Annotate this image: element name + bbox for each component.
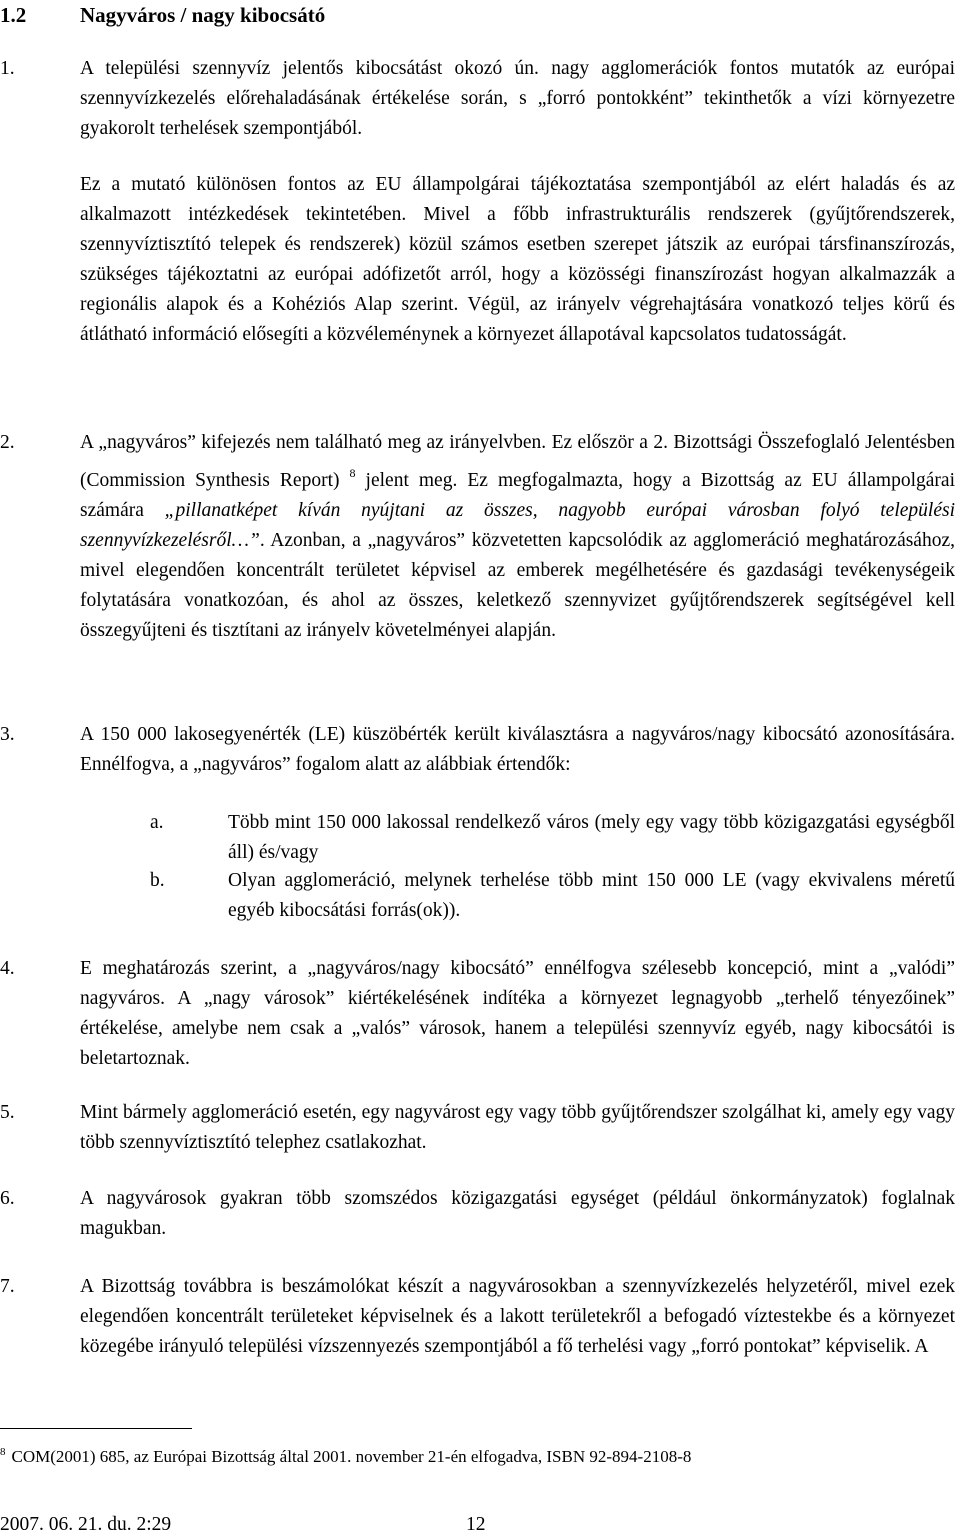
italic-quote: „pillanatképet kíván nyújtani az összes, nagyobb európai városban folyó települési szennyvízkezelésről…” (80, 500, 955, 551)
section-number: 1.2 (0, 3, 27, 27)
page-number: 12 (466, 1514, 486, 1535)
paragraph: A nagyvárosok gyakran több szomszédos közigazgatási egységet (például önkormányzatok) foglalnak magukban. (80, 1188, 955, 1239)
item-number: 2. (0, 432, 15, 453)
paragraph: A Bizottság továbbra is beszámolókat készít a nagyvárosokban a szennyvízkezelés helyzetéről, mivel ezek elegendően koncentrált területeket képviselnek és a lakott területekről a befogadó víztestekbe és a környezet közegébe irányuló települési vízszennyezés szempontjából a fő terhelési vagy „forró pontokat” képviselik. A (80, 1276, 955, 1357)
paragraph: A 150 000 lakosegyenérték (LE) küszöbérték került kiválasztásra a nagyváros/nagy kibocsátó azonosítására. Ennélfogva, a „nagyváros” fogalom alatt az alábbiak értendők: (80, 724, 955, 775)
footnote (0, 1441, 691, 1468)
subitem-text: Olyan agglomeráció, melynek terhelése több mint 150 000 LE (vagy ekvivalens méretű egyéb kibocsátási forrás(ok)). (228, 870, 955, 921)
footnote-separator (0, 1428, 192, 1429)
paragraph-text: . Azonban, a „nagyváros” közvetetten kapcsolódik az agglomeráció meghatározásához, mivel elegendően koncentrált területet képvisel az emberek megélhetésére és gazdasági tevékenységeik folytatására vonatkozóan, és ahol az összes, keletkező szennyvizet gyűjtőrendszerek segítségével kell összegyűjteni és tisztítani az irányelv követelményei alapján. (80, 530, 955, 641)
item-number: 7. (0, 1276, 15, 1297)
paragraph: Mint bármely agglomeráció esetén, egy nagyvárost egy vagy több gyűjtőrendszer szolgálhat ki, amely egy vagy több szennyvíztisztító telephez csatlakozhat. (80, 1102, 955, 1153)
footer-timestamp: 2007. 06. 21. du. 2:29 (0, 1514, 172, 1535)
section-title: Nagyváros / nagy kibocsátó (80, 3, 326, 27)
paragraph: A települési szennyvíz jelentős kibocsátást okozó ún. nagy agglomerációk fontos mutatók az európai szennyvízkezelés előrehaladásának értékelése során, s „forró pontokként” tekinthetők a vízi környezetre gyakorolt terhelések szempontjából. (80, 58, 955, 139)
item-number: 3. (0, 724, 15, 745)
subitem-label: b. (150, 870, 165, 891)
paragraph (80, 428, 955, 646)
item-number: 6. (0, 1188, 15, 1209)
paragraph: Ez a mutató különösen fontos az EU állampolgárai tájékoztatása szempontjából az elért haladás és az alkalmazott intézkedések tekintetében. Mivel a főbb infrastrukturális rendszerek (gyűjtőrendszerek, szennyvíztisztító telepek és rendszerek) közül számos esetben szerepet játszik az európai társfinanszírozás, szükséges tájékoztatni az európai adófizetőt arról, hogy a közösségi finanszírozást hogyan alkalmazzák a regionális alapok és a Kohéziós Alap szerint. Végül, az irányelv végrehajtására vonatkozó teljes körű és átlátható információ elősegíti a közvéleménynek a környezet állapotával kapcsolatos tudatosságát. (80, 174, 955, 345)
footnote-text: COM(2001) 685, az Európai Bizottság által 2001. november 21-én elfogadva, ISBN 92-894-2108-8 (11, 1447, 692, 1466)
item-number: 5. (0, 1102, 15, 1123)
section-heading (0, 2, 325, 28)
subitem-text: Több mint 150 000 lakossal rendelkező város (mely egy vagy több közigazgatási egységből áll) és/vagy (228, 812, 955, 863)
footnote-marker: 8 (0, 1446, 6, 1458)
footnote-reference: 8 (349, 466, 356, 480)
paragraph-text: jelent meg. Ez megfogalmazta, hogy a Bizottság az EU állampolgárai számára (80, 470, 955, 521)
item-number: 4. (0, 958, 15, 979)
item-number: 1. (0, 58, 15, 79)
paragraph-text: A „nagyváros” kifejezés nem található meg az irányelvben. Ez először a 2. Bizottsági Összefoglaló Jelentésben (Commission Synthesis Report) (80, 432, 955, 491)
paragraph: E meghatározás szerint, a „nagyváros/nagy kibocsátó” ennélfogva szélesebb koncepció, mint a „valódi” nagyváros. A „nagy városok” kiértékelésének indítéka a környezet legnagyobb „terhelő tényezőinek” értékelése, amelybe nem csak a „valós” városok, hanem a települési szennyvíz egyéb, nagy kibocsátói is beletartoznak. (80, 958, 955, 1069)
subitem-label: a. (150, 812, 164, 833)
